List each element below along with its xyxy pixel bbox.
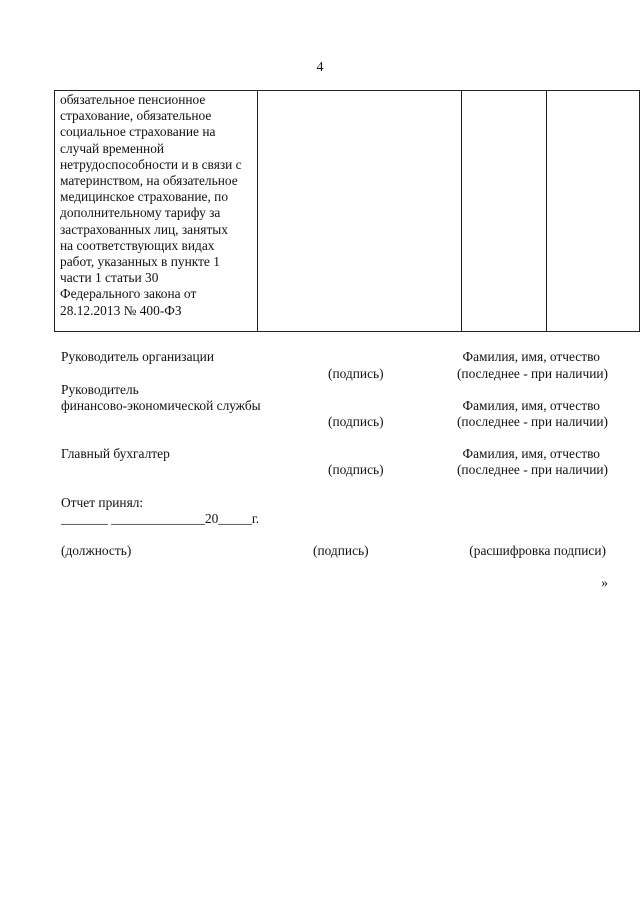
page-number: 4 (316, 60, 324, 75)
head-of-finance-name-label: Фамилия, имя, отчество (462, 398, 600, 413)
head-of-finance-signature-label: (подпись) (328, 414, 384, 429)
value-cell-1[interactable] (258, 91, 462, 332)
chief-accountant-name-label: Фамилия, имя, отчество (462, 446, 600, 461)
table-row (55, 91, 640, 332)
description-line: случай временной (60, 140, 165, 156)
description-line: социальное страхование на (60, 124, 216, 140)
head-of-org-name-note: (последнее - при наличии) (456, 366, 608, 381)
description-line: работ, указанных в пункте 1 (60, 254, 220, 270)
head-of-org-signature-label: (подпись) (328, 366, 384, 381)
description-line: обязательное пенсионное (60, 92, 206, 107)
description-line: на соответствующих видах (60, 237, 215, 253)
report-accepted-label: Отчет принял: (61, 495, 144, 510)
head-of-finance-role-line-1: Руководитель (61, 382, 139, 397)
head-of-finance-name-note: (последнее - при наличии) (456, 414, 608, 429)
description-line: части 1 статьи 30 (60, 270, 159, 286)
value-cell-2[interactable] (462, 91, 547, 332)
head-of-org-name-label: Фамилия, имя, отчество (462, 349, 600, 364)
chief-accountant-role: Главный бухгалтер (61, 446, 170, 461)
report-accepted-date-line[interactable]: _______ ______________20_____г. (61, 511, 260, 526)
description-line: материнством, на обязательное (60, 173, 238, 189)
position-label: (должность) (61, 543, 132, 558)
description-line: Федерального закона от (60, 286, 197, 302)
closing-quote-mark: » (601, 575, 608, 590)
description-line: 28.12.2013 № 400-ФЗ (60, 302, 182, 318)
description-line: страхование, обязательное (60, 108, 212, 124)
value-cell-3[interactable] (547, 91, 640, 332)
description-line: нетрудоспособности и в связи с (60, 156, 242, 172)
description-line: застрахованных лиц, занятых (60, 221, 228, 237)
head-of-finance-role-line-2: финансово-экономической службы (61, 398, 261, 413)
chief-accountant-signature-label: (подпись) (328, 462, 384, 477)
decryption-label: (расшифровка подписи) (469, 543, 606, 558)
head-of-org-role: Руководитель организации (61, 349, 215, 364)
description-cell (55, 91, 258, 332)
description-line: дополнительному тарифу за (60, 205, 221, 221)
description-line: медицинское страхование, по (60, 189, 229, 205)
accepted-signature-label: (подпись) (313, 543, 369, 558)
report-table (54, 90, 640, 332)
chief-accountant-name-note: (последнее - при наличии) (456, 462, 608, 477)
